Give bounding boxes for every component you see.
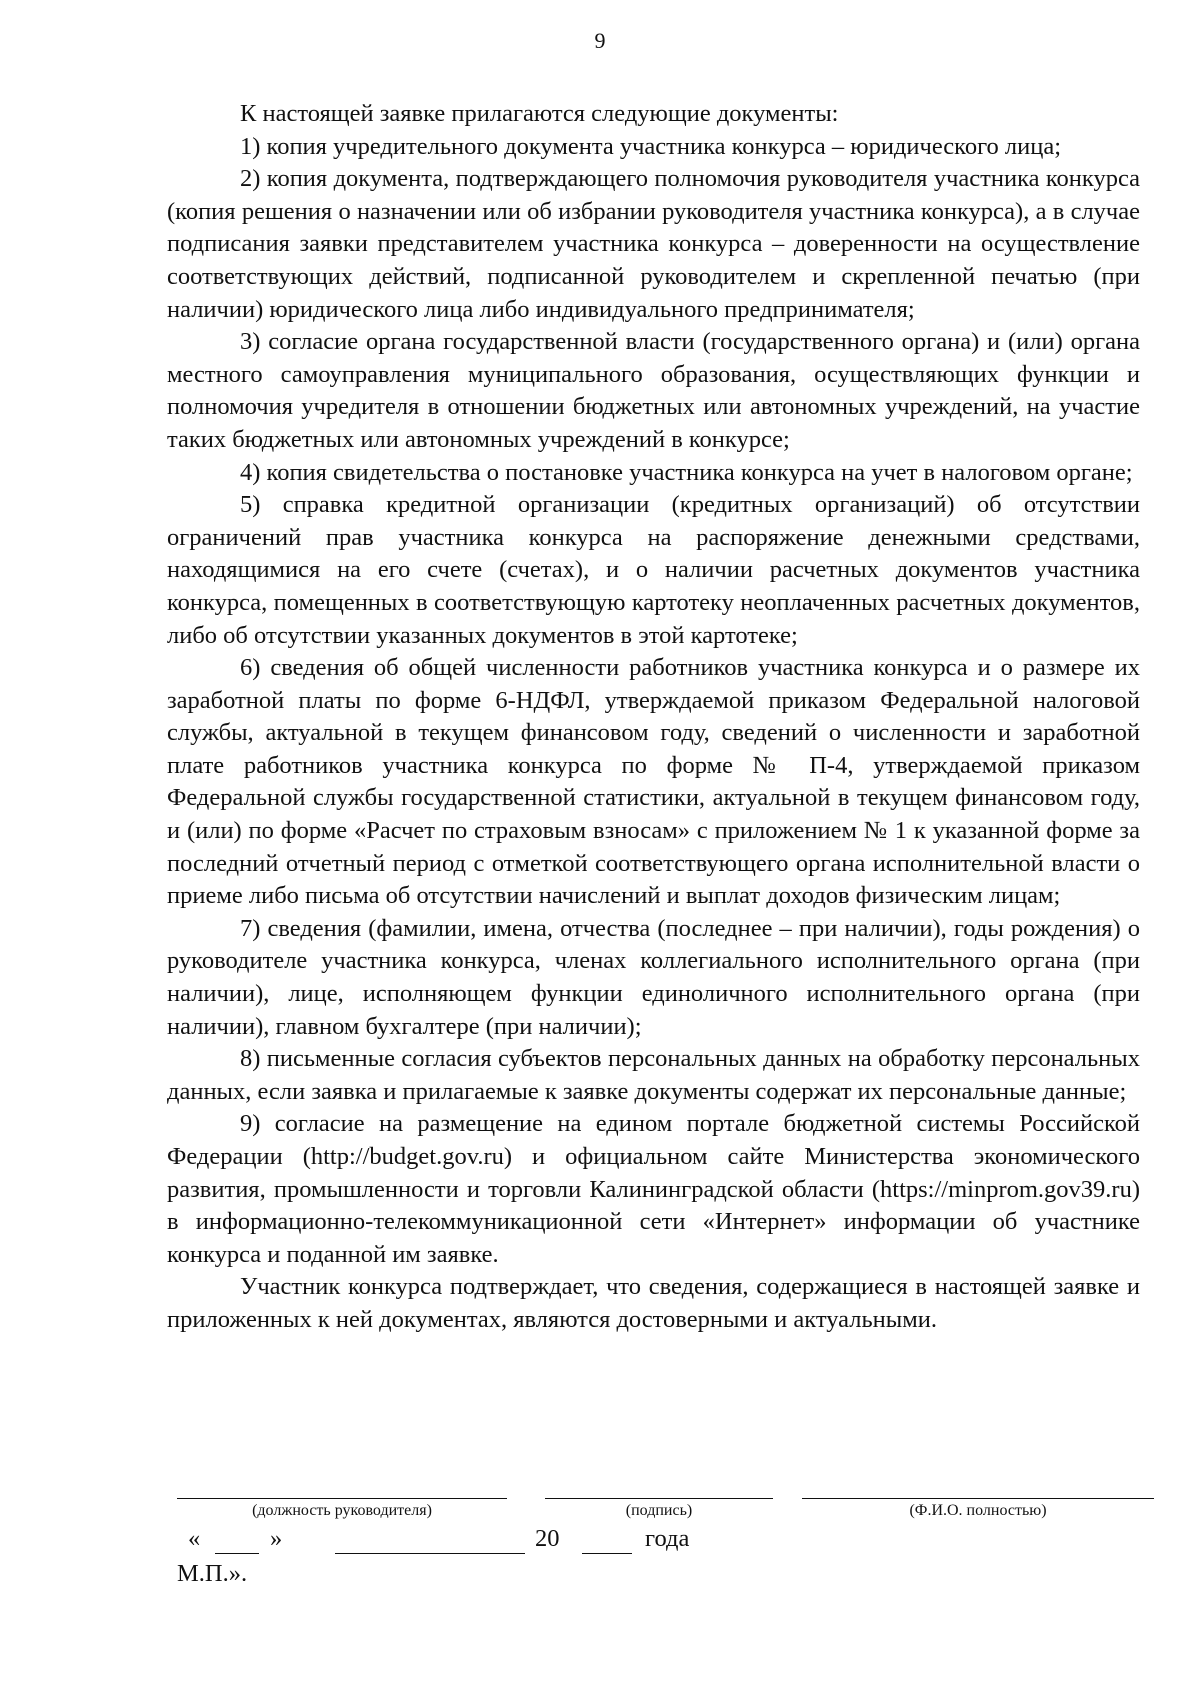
year-prefix: 20	[535, 1525, 560, 1552]
stamp-label: М.П.».	[177, 1560, 248, 1587]
year-suffix: года	[645, 1525, 690, 1552]
list-item-3: 3) согласие органа государственной власти (государственного органа) и (или) органа местного самоуправления муниципального образования, осуществляющих функции и полномочия учредителя в отношении бюджетных или автономных учреждений, на участие таких бюджетных или автономных учреждений в конкурсе;	[167, 328, 1140, 453]
list-item-7: 7) сведения (фамилии, имена, отчества (последнее – при наличии), годы рождения) о руководителе участника конкурса, членах коллегиального исполнительного органа (при наличии), лице, исполняющем функции единоличного исполнительного органа (при наличии), главном бухгалтере (при наличии);	[167, 914, 1140, 1040]
list-item-9: 9) согласие на размещение на едином портале бюджетной системы Российской Федерации (http://budget.gov.ru) и официальном сайте Министерства экономического развития, промышленности и торговли Калининградской области (https://minprom.gov39.ru) в информационно-телекоммуникационной сети «Интернет» информации об участнике конкурса и поданной им заявке.	[167, 1110, 1140, 1268]
day-blank	[215, 1553, 259, 1554]
list-item-8: 8) письменные согласия субъектов персональных данных на обработку персональных данных, если заявка и прилагаемые к заявке документы содержат их персональные данные;	[167, 1045, 1140, 1105]
list-item-1: 1) копия учредительного документа участника конкурса – юридического лица;	[240, 132, 1062, 160]
year-blank	[582, 1553, 632, 1554]
name-blank-line	[802, 1498, 1154, 1499]
list-item-4: 4) копия свидетельства о постановке участника конкурса на учет в налоговом органе;	[240, 458, 1133, 486]
date-open-quote: «	[188, 1525, 201, 1552]
signature-blank-line	[545, 1498, 773, 1499]
list-item-2: 2) копия документа, подтверждающего полномочия руководителя участника конкурса (копия решения о назначении или об избрании руководителя участника конкурса), а в случае подписания заявки представителем участника конкурса – доверенности на осуществление соответствующих действий, подписанной руководителем и скрепленной печатью (при наличии) юридического лица либо индивидуального предпринимателя;	[167, 165, 1140, 323]
confirmation-paragraph: Участник конкурса подтверждает, что сведения, содержащиеся в настоящей заявке и приложенных к ней документах, являются достоверными и актуальными.	[167, 1273, 1140, 1333]
page-number: 9	[594, 28, 606, 53]
list-item-5: 5) справка кредитной организации (кредитных организаций) об отсутствии ограничений прав участника конкурса на распоряжение денежными средствами, находящимися на его счете (счетах), и о наличии расчетных документов участника конкурса, помещенных в соответствующую картотеку неоплаченных расчетных документов, либо об отсутствии указанных документов в этой картотеке;	[167, 491, 1140, 649]
name-caption: (Ф.И.О. полностью)	[909, 1502, 1047, 1519]
month-blank	[335, 1553, 525, 1554]
paragraph-intro: К настоящей заявке прилагаются следующие документы:	[240, 100, 839, 127]
position-blank-line	[177, 1498, 507, 1499]
position-caption: (должность руководителя)	[252, 1502, 432, 1519]
signature-caption: (подпись)	[625, 1502, 693, 1519]
date-close-quote: »	[270, 1525, 283, 1552]
list-item-6: 6) сведения об общей численности работников участника конкурса и о размере их заработной платы по форме 6-НДФЛ, утверждаемой приказом Федеральной налоговой службы, актуальной в текущем финансовом году, сведений о численности и заработной плате работников участника конкурса по форме № П-4, утверждаемой приказом Федеральной службы государственной статистики, актуальной в текущем финансовом году, и (или) по форме «Расчет по страховым взносам» с приложением № 1 к указанной форме за последний отчетный период с отметкой соответствующего органа исполнительной власти о приеме либо письма об отсутствии начислений и выплат доходов физическим лицам;	[167, 654, 1140, 910]
